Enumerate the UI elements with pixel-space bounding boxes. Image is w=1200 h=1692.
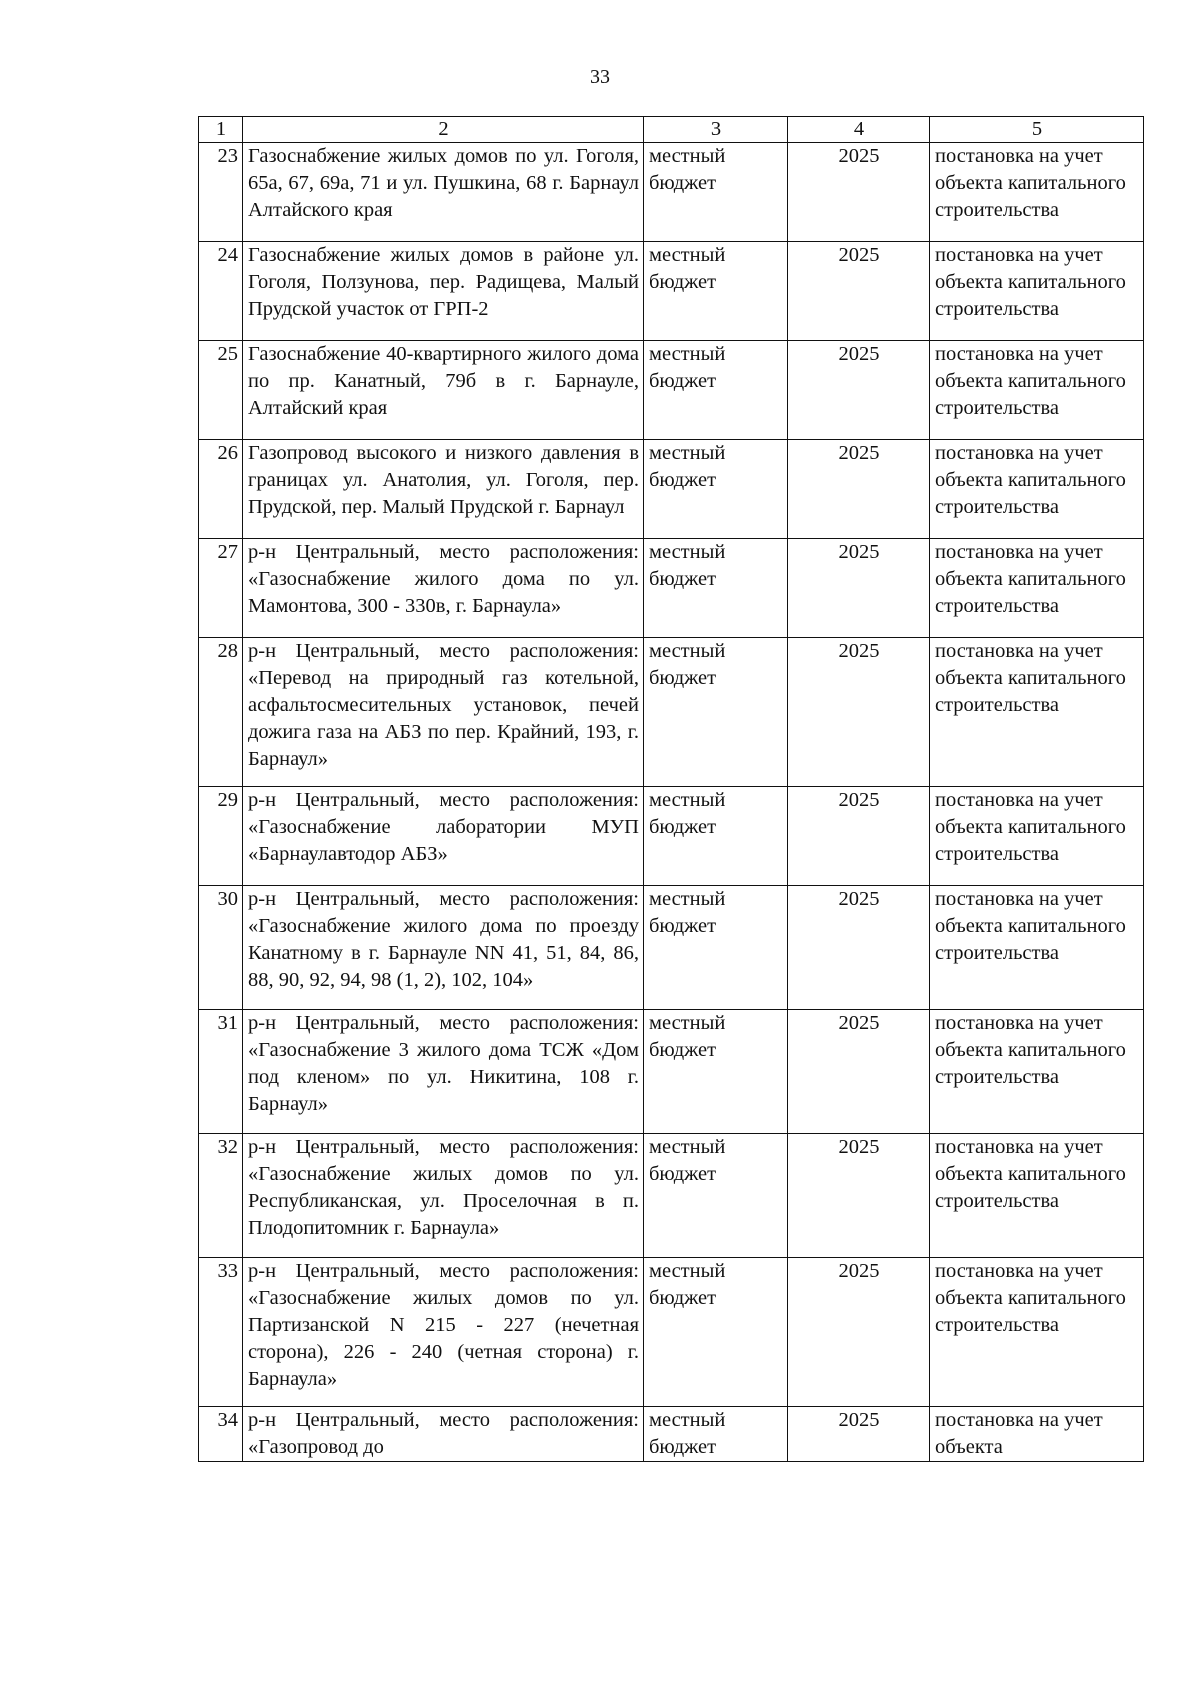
table-row	[199, 341, 1144, 440]
funding-source: местный бюджет	[644, 1407, 788, 1462]
column-header: 5	[930, 117, 1144, 143]
row-number: 31	[199, 1010, 243, 1134]
action-cell: постановка на учет объекта капитального строительства	[930, 638, 1144, 787]
action-cell: постановка на учет объекта капитального строительства	[930, 143, 1144, 242]
action-cell: постановка на учет объекта капитального строительства	[930, 1258, 1144, 1407]
row-number: 33	[199, 1258, 243, 1407]
table-body	[199, 143, 1144, 1462]
object-description: р-н Центральный, место расположения: «Газоснабжение лаборатории МУП «Барнаулавтодор АБЗ»	[243, 787, 644, 886]
object-description: Газопровод высокого и низкого давления в границах ул. Анатолия, ул. Гоголя, пер. Прудской, пер. Малый Прудской г. Барнаул	[243, 440, 644, 539]
row-number: 28	[199, 638, 243, 787]
row-number: 29	[199, 787, 243, 886]
funding-source: местный бюджет	[644, 1134, 788, 1258]
year-cell: 2025	[788, 539, 930, 638]
object-description: р-н Центральный, место расположения: «Перевод на природный газ котельной, асфальтосмесительных установок, печей дожига газа на АБЗ по пер. Крайний, 193, г. Барнаул»	[243, 638, 644, 787]
table-row	[199, 886, 1144, 1010]
table-row	[199, 1407, 1144, 1462]
funding-source: местный бюджет	[644, 143, 788, 242]
row-number: 24	[199, 242, 243, 341]
row-number: 25	[199, 341, 243, 440]
year-cell: 2025	[788, 638, 930, 787]
row-number: 34	[199, 1407, 243, 1462]
object-description: Газоснабжение жилых домов по ул. Гоголя, 65а, 67, 69а, 71 и ул. Пушкина, 68 г. Барнаул Алтайского края	[243, 143, 644, 242]
table-header-row	[199, 117, 1144, 143]
column-header: 3	[644, 117, 788, 143]
year-cell: 2025	[788, 440, 930, 539]
object-description: Газоснабжение жилых домов в районе ул. Гоголя, Ползунова, пер. Радищева, Малый Прудской участок от ГРП-2	[243, 242, 644, 341]
funding-source: местный бюджет	[644, 638, 788, 787]
object-description: р-н Центральный, место расположения: «Газопровод до	[243, 1407, 644, 1462]
year-cell: 2025	[788, 1010, 930, 1134]
object-description: р-н Центральный, место расположения: «Газоснабжение жилых домов по ул. Республиканская, ул. Проселочная в п. Плодопитомник г. Барнаула»	[243, 1134, 644, 1258]
funding-source: местный бюджет	[644, 886, 788, 1010]
table-row	[199, 1134, 1144, 1258]
funding-source: местный бюджет	[644, 242, 788, 341]
object-description: р-н Центральный, место расположения: «Газоснабжение жилого дома по проезду Канатному в г. Барнауле NN 41, 51, 84, 86, 88, 90, 92, 94, 98 (1, 2), 102, 104»	[243, 886, 644, 1010]
year-cell: 2025	[788, 143, 930, 242]
action-cell: постановка на учет объекта капитального строительства	[930, 886, 1144, 1010]
action-cell: постановка на учет объекта капитального строительства	[930, 539, 1144, 638]
table-row	[199, 440, 1144, 539]
table-row	[199, 143, 1144, 242]
table-row	[199, 1010, 1144, 1134]
object-description: р-н Центральный, место расположения: «Газоснабжение жилых домов по ул. Партизанской N 215 - 227 (нечетная сторона), 226 - 240 (четная сторона) г. Барнаула»	[243, 1258, 644, 1407]
action-cell: постановка на учет объекта капитального строительства	[930, 440, 1144, 539]
action-cell: постановка на учет объекта капитального строительства	[930, 787, 1144, 886]
year-cell: 2025	[788, 1134, 930, 1258]
year-cell: 2025	[788, 1407, 930, 1462]
funding-source: местный бюджет	[644, 539, 788, 638]
funding-source: местный бюджет	[644, 787, 788, 886]
row-number: 32	[199, 1134, 243, 1258]
action-cell: постановка на учет объекта капитального строительства	[930, 1134, 1144, 1258]
column-header: 1	[199, 117, 243, 143]
action-cell: постановка на учет объекта	[930, 1407, 1144, 1462]
row-number: 27	[199, 539, 243, 638]
year-cell: 2025	[788, 787, 930, 886]
row-number: 23	[199, 143, 243, 242]
row-number: 30	[199, 886, 243, 1010]
funding-source: местный бюджет	[644, 1258, 788, 1407]
page-number: 33	[590, 66, 610, 88]
funding-source: местный бюджет	[644, 440, 788, 539]
column-header: 2	[243, 117, 644, 143]
action-cell: постановка на учет объекта капитального строительства	[930, 341, 1144, 440]
action-cell: постановка на учет объекта капитального строительства	[930, 242, 1144, 341]
year-cell: 2025	[788, 1258, 930, 1407]
table-row	[199, 1258, 1144, 1407]
funding-source: местный бюджет	[644, 1010, 788, 1134]
funding-source: местный бюджет	[644, 341, 788, 440]
year-cell: 2025	[788, 886, 930, 1010]
object-description: Газоснабжение 40-квартирного жилого дома по пр. Канатный, 79б в г. Барнауле, Алтайский края	[243, 341, 644, 440]
year-cell: 2025	[788, 341, 930, 440]
row-number: 26	[199, 440, 243, 539]
year-cell: 2025	[788, 242, 930, 341]
data-table	[198, 116, 1144, 1462]
table-row	[199, 242, 1144, 341]
column-header: 4	[788, 117, 930, 143]
table-row	[199, 539, 1144, 638]
object-description: р-н Центральный, место расположения: «Газоснабжение жилого дома по ул. Мамонтова, 300 - 330в, г. Барнаула»	[243, 539, 644, 638]
table-row	[199, 638, 1144, 787]
table-row	[199, 787, 1144, 886]
object-description: р-н Центральный, место расположения: «Газоснабжение 3 жилого дома ТСЖ «Дом под кленом» по ул. Никитина, 108 г. Барнаул»	[243, 1010, 644, 1134]
action-cell: постановка на учет объекта капитального строительства	[930, 1010, 1144, 1134]
